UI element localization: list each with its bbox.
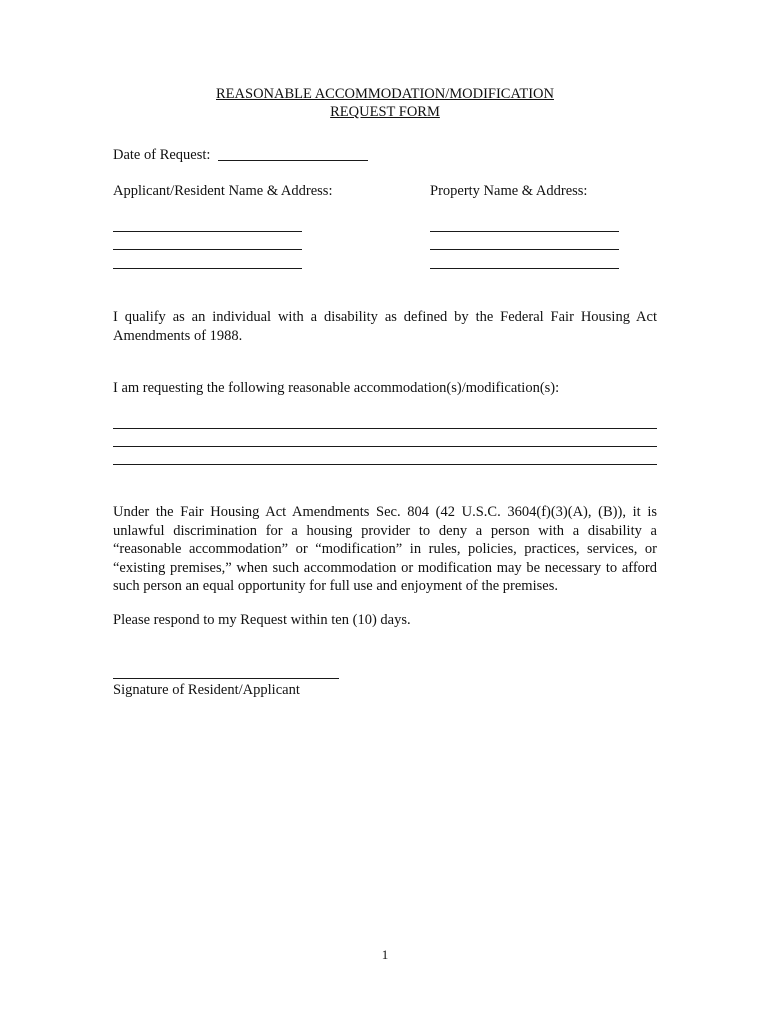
qualify-statement: I qualify as an individual with a disability as defined by the Federal Fair Housing Act Amendments of 1988. xyxy=(113,309,657,344)
respond-request-text: Please respond to my Request within ten (10) days. xyxy=(113,612,411,628)
applicant-address-line-2[interactable] xyxy=(113,249,302,250)
request-line-1[interactable] xyxy=(113,428,657,429)
fair-housing-act-statement: Under the Fair Housing Act Amendments Sec. 804 (42 U.S.C. 3604(f)(3)(A), (B)), it is unlawful discrimination for a housing provider to deny a person with a disability a “reasonable accommodation” or “modification” in rules, policies, practices, services, or “existing premises,” when such accommodation or modification may be necessary to afford such person an equal opportunity for full use and enjoyment of the premises. xyxy=(113,504,657,594)
requesting-label: I am requesting the following reasonable accommodation(s)/modification(s): xyxy=(113,380,560,396)
signature-field[interactable] xyxy=(113,678,339,679)
form-title-line1: REASONABLE ACCOMMODATION/MODIFICATION xyxy=(216,86,554,102)
applicant-address-line-3[interactable] xyxy=(113,268,302,269)
property-address-line-3[interactable] xyxy=(430,268,619,269)
date-of-request-field[interactable] xyxy=(218,160,368,161)
property-address-line-2[interactable] xyxy=(430,249,619,250)
property-name-address-label: Property Name & Address: xyxy=(430,183,588,199)
request-line-3[interactable] xyxy=(113,464,657,465)
page-number: 1 xyxy=(381,947,389,962)
applicant-address-line-1[interactable] xyxy=(113,231,302,232)
applicant-name-address-label: Applicant/Resident Name & Address: xyxy=(113,183,333,199)
form-title-line2: REQUEST FORM xyxy=(330,104,440,120)
signature-label: Signature of Resident/Applicant xyxy=(113,682,300,698)
date-of-request-label: Date of Request: xyxy=(113,147,211,163)
property-address-line-1[interactable] xyxy=(430,231,619,232)
request-line-2[interactable] xyxy=(113,446,657,447)
